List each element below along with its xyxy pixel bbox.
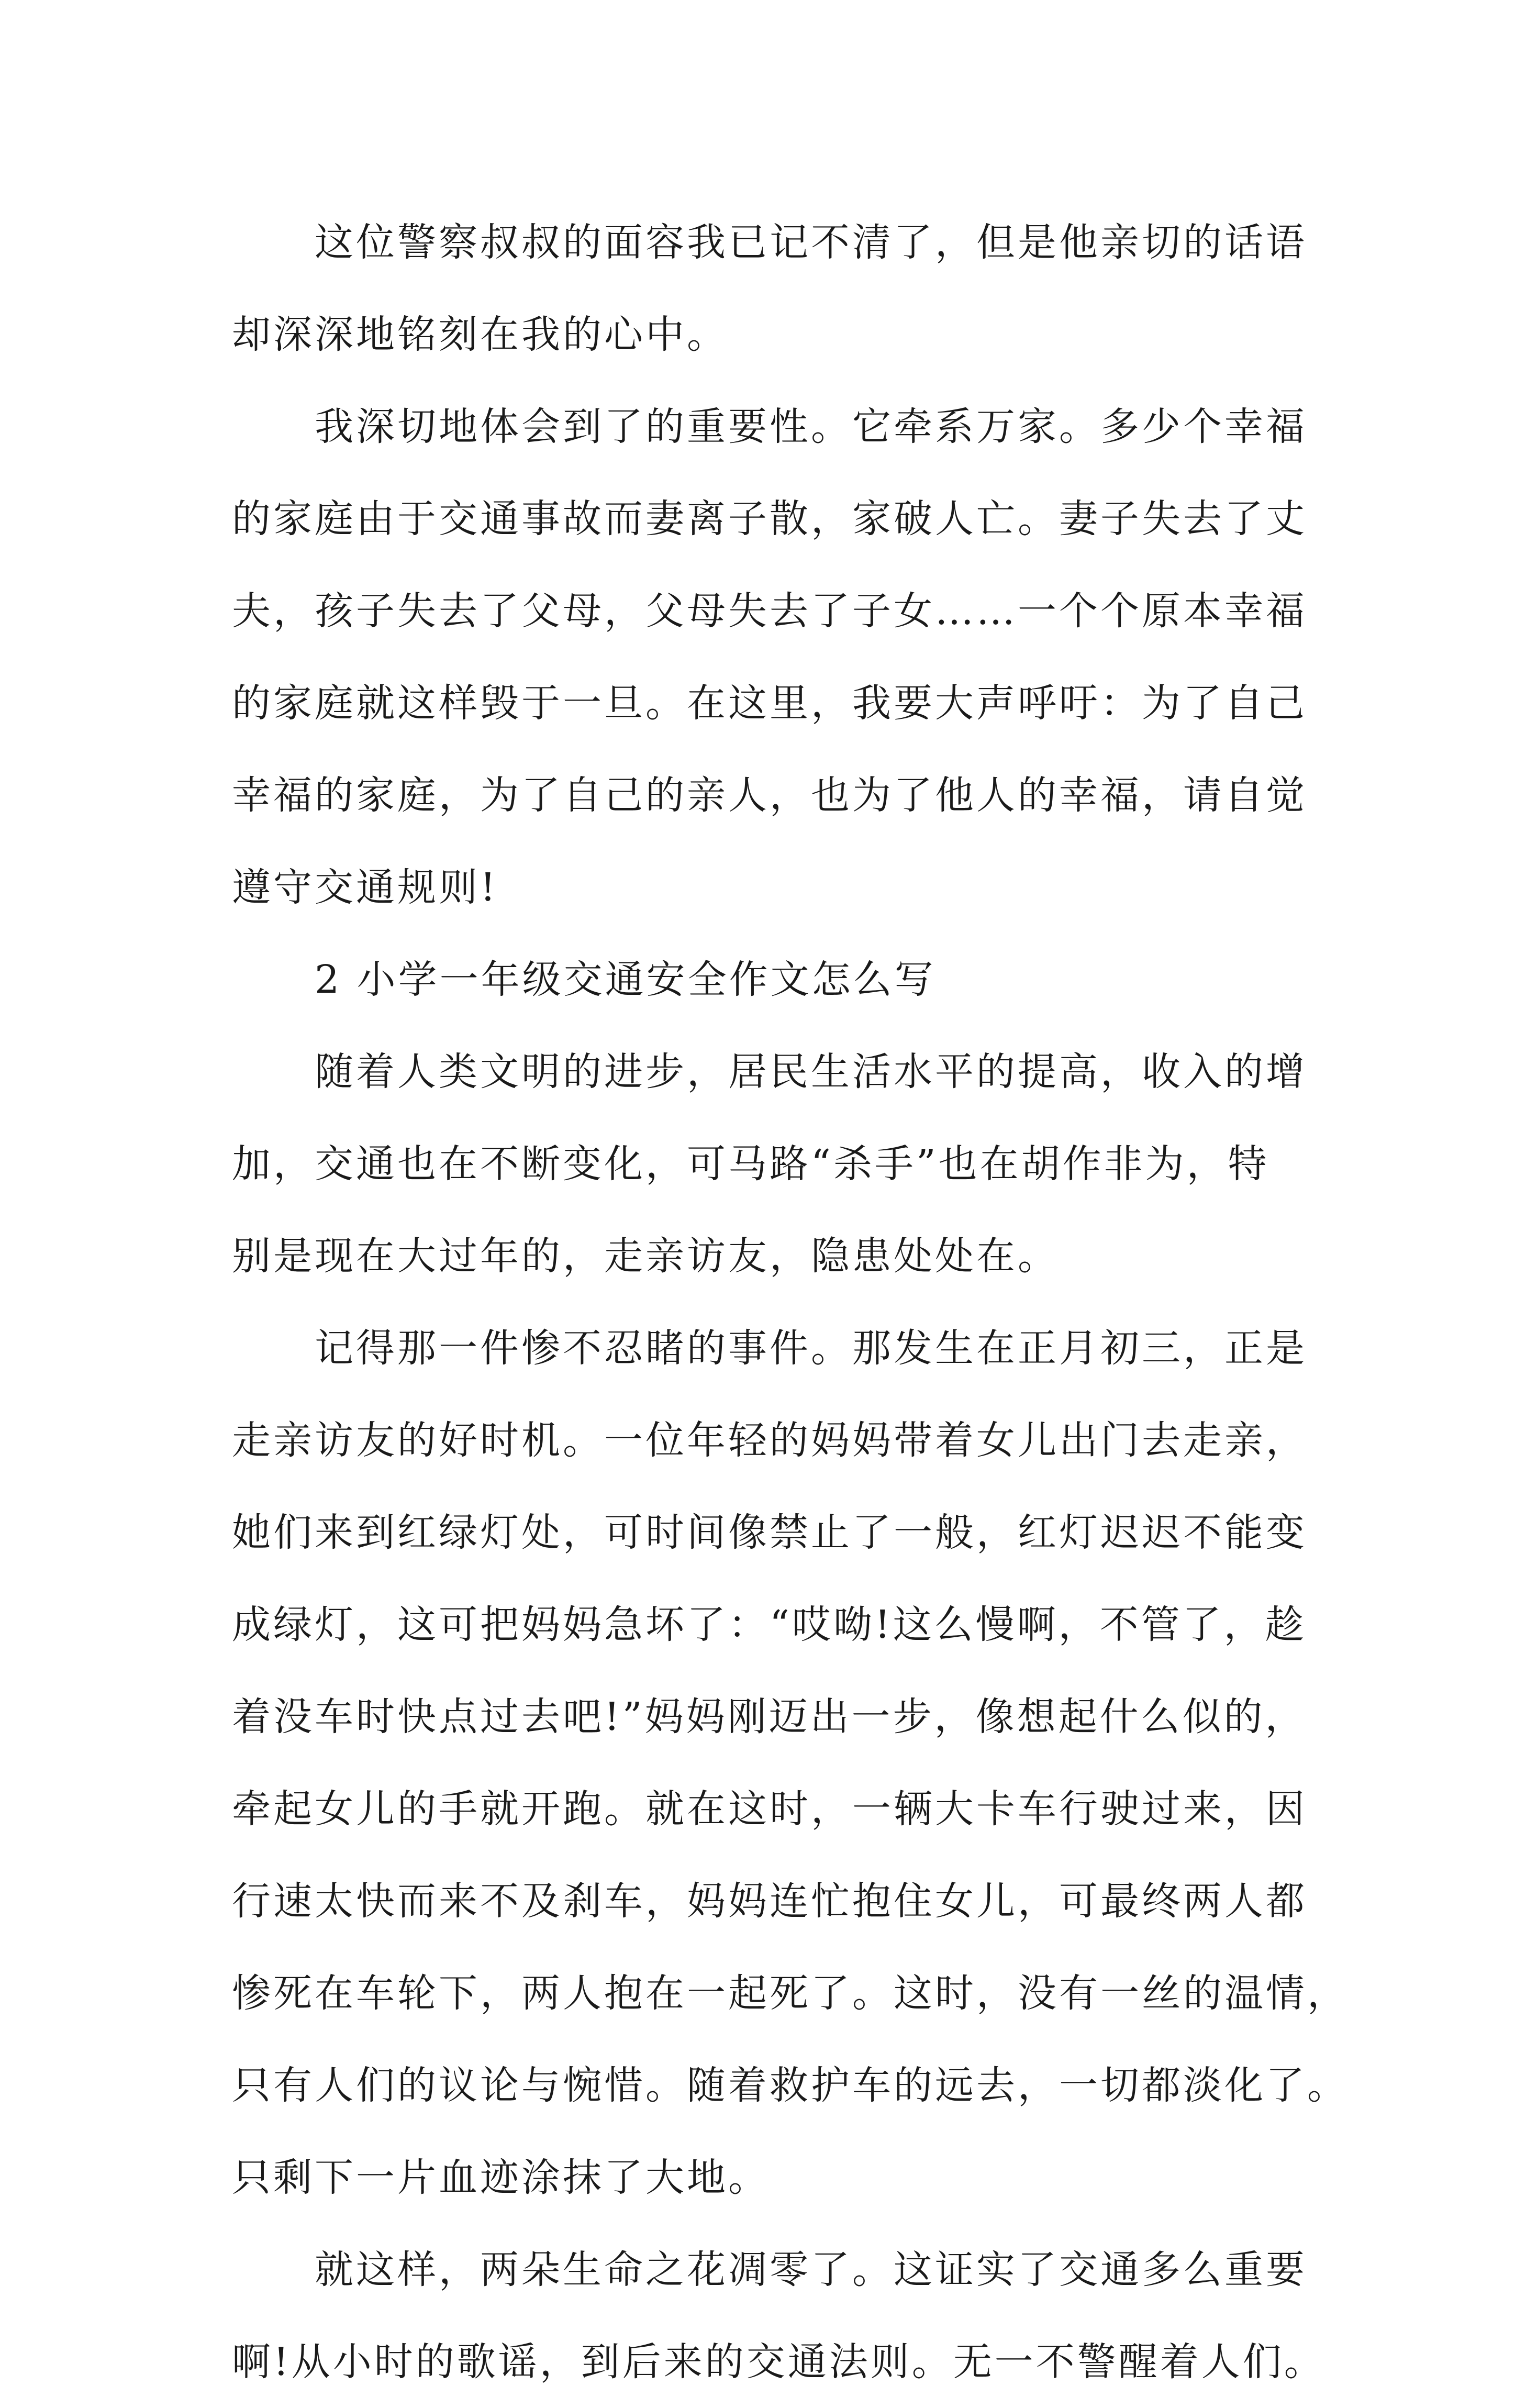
paragraph-5 xyxy=(232,2224,1325,2408)
paragraph-line: 的家庭由于交通事故而妻离子散，家破人亡。妻子失去了丈 xyxy=(232,496,1307,541)
paragraph-line: 行速太快而来不及刹车，妈妈连忙抱住女儿，可最终两人都 xyxy=(232,1879,1307,1924)
paragraph-line: 随着人类文明的进步，居民生活水平的提高，收入的增 xyxy=(315,1049,1307,1094)
paragraph-line: 记得那一件惨不忍睹的事件。那发生在正月初三，正是 xyxy=(315,1326,1307,1371)
paragraph-line: 走亲访友的好时机。一位年轻的妈妈带着女儿出门去走亲， xyxy=(232,1418,1307,1463)
paragraph-line: 我深切地体会到了的重要性。它牵系万家。多少个幸福 xyxy=(315,404,1307,449)
paragraph-line: 别是现在大过年的，走亲访友，隐患处处在。 xyxy=(232,1234,1059,1279)
paragraph-line: 啊!从小时的歌谣，到后来的交通法则。无一不警醒着人们。 xyxy=(232,2339,1325,2384)
paragraph-line: 着没车时快点过去吧!”妈妈刚迈出一步，像想起什么似的， xyxy=(232,1694,1307,1739)
paragraph-line: 她们来到红绿灯处，可时间像禁止了一般，红灯迟迟不能变 xyxy=(232,1510,1307,1555)
paragraph-line: 只剩下一片血迹涂抹了大地。 xyxy=(232,2155,770,2200)
paragraph-line: 加，交通也在不断变化，可马路“杀手”也在胡作非为，特 xyxy=(232,1141,1269,1186)
paragraph-line: 惨死在车轮下，两人抱在一起死了。这时，没有一丝的温情， xyxy=(232,1971,1349,2016)
section-heading xyxy=(232,934,1289,1026)
paragraph-line: 这位警察叔叔的面容我已记不清了，但是他亲切的话语 xyxy=(315,220,1307,265)
paragraph-1 xyxy=(232,196,1307,381)
paragraph-line: 遵守交通规则! xyxy=(232,865,498,910)
paragraph-line: 只有人们的议论与惋惜。随着救护车的远去，一切都淡化了。 xyxy=(232,2063,1349,2108)
paragraph-line: 牵起女儿的手就开跑。就在这时，一辆大卡车行驶过来，因 xyxy=(232,1786,1307,1832)
paragraph-line: 就这样，两朵生命之花凋零了。这证实了交通多么重要 xyxy=(315,2247,1307,2292)
paragraph-line: 夫，孩子失去了父母，父母失去了子女……一个个原本幸福 xyxy=(232,589,1307,634)
paragraph-3 xyxy=(232,1026,1307,1302)
section-title: 2 小学一年级交通安全作文怎么写 xyxy=(315,957,936,1002)
document-body xyxy=(232,196,1349,2408)
paragraph-4 xyxy=(232,1302,1349,2224)
paragraph-line: 幸福的家庭，为了自己的亲人，也为了他人的幸福，请自觉 xyxy=(232,773,1307,818)
paragraph-line: 的家庭就这样毁于一旦。在这里，我要大声呼吁：为了自己 xyxy=(232,681,1307,726)
paragraph-line: 成绿灯，这可把妈妈急坏了：“哎呦!这么慢啊，不管了，趁 xyxy=(232,1602,1307,1647)
paragraph-line: 却深深地铭刻在我的心中。 xyxy=(232,312,728,357)
paragraph-2 xyxy=(232,381,1307,934)
